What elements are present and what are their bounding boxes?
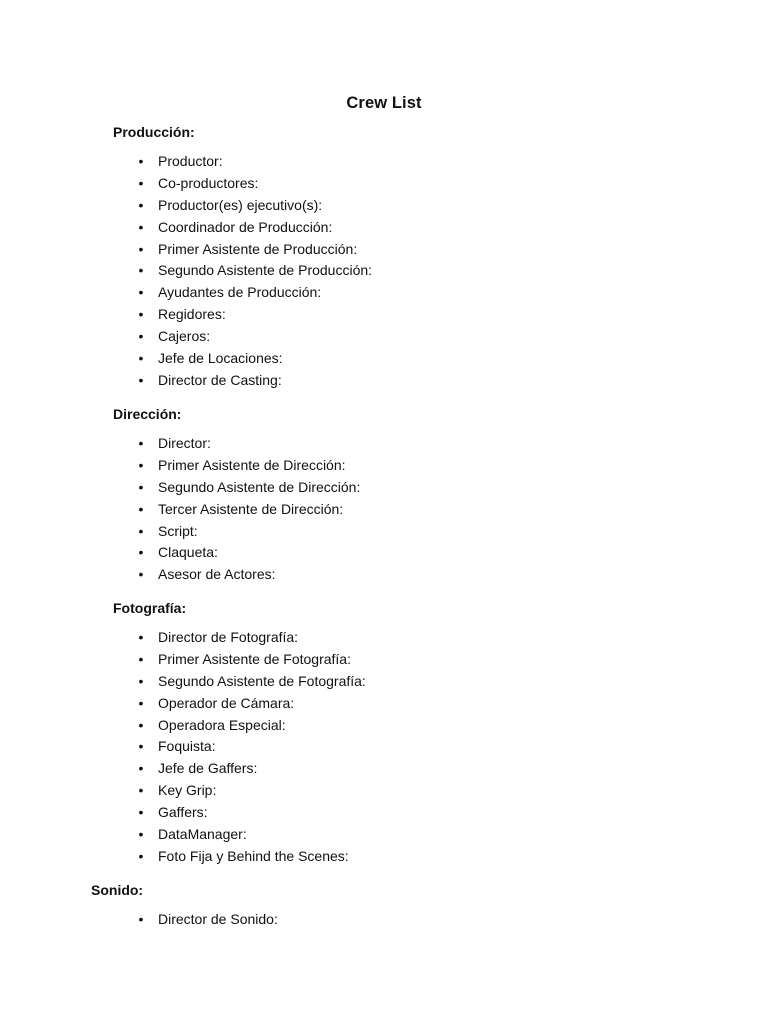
role-label: Tercer Asistente de Dirección:	[158, 500, 344, 517]
role-label: Director:	[158, 435, 211, 451]
bullet-icon: •	[138, 672, 144, 689]
list-item	[138, 542, 658, 564]
bullet-icon: •	[138, 629, 144, 645]
bullet-icon: •	[138, 153, 144, 169]
role-label: Jefe de Locaciones:	[158, 350, 283, 367]
role-label: Foquista:	[158, 738, 216, 755]
list-item	[138, 239, 658, 261]
bullet-icon: •	[138, 544, 144, 561]
list-item	[138, 846, 658, 868]
bullet-icon: •	[138, 716, 144, 733]
role-label: Operador de Cámara:	[158, 694, 295, 711]
role-label: Director de Casting:	[158, 371, 282, 388]
role-label: Key Grip:	[158, 782, 217, 799]
crew-role-list	[138, 627, 658, 868]
bullet-icon: •	[138, 456, 144, 473]
role-label: Ayudantes de Producción:	[158, 284, 322, 301]
bullet-icon: •	[138, 371, 144, 388]
list-item	[138, 217, 658, 239]
bullet-icon: •	[138, 804, 144, 821]
role-label: Regidores:	[158, 306, 226, 323]
bullet-icon: •	[138, 826, 144, 843]
list-item	[138, 370, 658, 392]
bullet-icon: •	[138, 478, 144, 495]
bullet-icon: •	[138, 522, 144, 539]
role-label: Claqueta:	[158, 544, 218, 561]
role-label: Gaffers:	[158, 804, 208, 821]
bullet-icon: •	[138, 196, 144, 213]
bullet-icon: •	[138, 328, 144, 345]
bullet-icon: •	[138, 760, 144, 777]
list-item	[138, 824, 658, 846]
bullet-icon: •	[138, 218, 144, 235]
list-item	[138, 671, 658, 693]
section-produccion	[113, 123, 373, 388]
role-label: Primer Asistente de Dirección:	[158, 456, 346, 473]
role-label: Director de Sonido:	[158, 911, 278, 927]
bullet-icon: •	[138, 566, 144, 583]
role-label: DataManager:	[158, 826, 247, 843]
bullet-icon: •	[138, 284, 144, 301]
role-label: Primer Asistente de Producción:	[158, 240, 358, 257]
list-item	[138, 521, 658, 543]
list-item	[138, 282, 658, 304]
list-item	[138, 326, 658, 348]
crew-role-list	[138, 909, 658, 931]
list-item	[138, 477, 658, 499]
bullet-icon: •	[138, 240, 144, 257]
bullet-icon: •	[138, 847, 144, 864]
role-label: Segundo Asistente de Producción:	[158, 262, 373, 279]
section-heading: Dirección:	[113, 406, 182, 422]
role-label: Productor:	[158, 153, 223, 169]
section-heading: Sonido:	[91, 882, 144, 898]
role-label: Co-productores:	[158, 174, 259, 191]
bullet-icon: •	[138, 500, 144, 517]
role-label: Asesor de Actores:	[158, 566, 276, 583]
role-label: Script:	[158, 522, 198, 539]
role-label: Director de Fotografía:	[158, 629, 299, 645]
list-item	[138, 564, 658, 586]
document-title: Crew List	[346, 94, 422, 112]
section-direccion	[113, 405, 361, 583]
list-item	[138, 758, 658, 780]
list-item	[138, 736, 658, 758]
bullet-icon: •	[138, 306, 144, 323]
list-item	[138, 909, 658, 931]
bullet-icon: •	[138, 782, 144, 799]
section-heading: Fotografía:	[113, 600, 187, 616]
list-item	[138, 348, 658, 370]
list-item	[138, 693, 658, 715]
role-label: Cajeros:	[158, 328, 211, 345]
list-item	[138, 260, 658, 282]
list-item	[138, 715, 658, 737]
list-item	[138, 499, 658, 521]
bullet-icon: •	[138, 262, 144, 279]
bullet-icon: •	[138, 738, 144, 755]
list-item	[138, 802, 658, 824]
section-sonido	[91, 881, 278, 927]
role-label: Productor(es) ejecutivo(s):	[158, 196, 323, 213]
list-item	[138, 649, 658, 671]
list-item	[138, 151, 658, 173]
list-item	[138, 455, 658, 477]
crew-role-list	[138, 151, 658, 392]
role-label: Segundo Asistente de Dirección:	[158, 478, 361, 495]
bullet-icon: •	[138, 174, 144, 191]
bullet-icon: •	[138, 650, 144, 667]
list-item	[138, 433, 658, 455]
bullet-icon: •	[138, 911, 144, 927]
list-item	[138, 780, 658, 802]
role-label: Foto Fija y Behind the Scenes:	[158, 847, 349, 864]
role-label: Coordinador de Producción:	[158, 218, 333, 235]
list-item	[138, 627, 658, 649]
list-item	[138, 173, 658, 195]
list-item	[138, 304, 658, 326]
role-label: Primer Asistente de Fotografía:	[158, 650, 351, 667]
bullet-icon: •	[138, 694, 144, 711]
section-heading: Producción:	[113, 124, 195, 140]
section-fotografia	[113, 599, 366, 864]
role-label: Operadora Especial:	[158, 716, 286, 733]
role-label: Segundo Asistente de Fotografía:	[158, 672, 366, 689]
crew-role-list	[138, 433, 658, 586]
bullet-icon: •	[138, 350, 144, 367]
role-label: Jefe de Gaffers:	[158, 760, 258, 777]
bullet-icon: •	[138, 435, 144, 451]
list-item	[138, 195, 658, 217]
